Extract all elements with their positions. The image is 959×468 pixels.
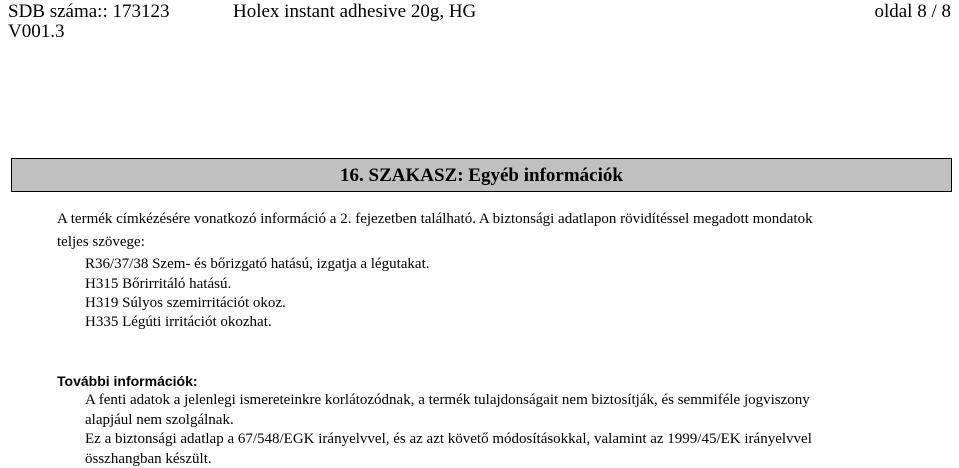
section-title: 16. SZAKASZ: Egyéb információk bbox=[340, 165, 623, 186]
product-name: Holex instant adhesive 20g, HG bbox=[233, 1, 477, 22]
h-phrase: H315 Bőrirritáló hatású. bbox=[85, 276, 232, 292]
sdb-number: SDB száma:: 173123 bbox=[8, 1, 170, 22]
further-para2-line1: Ez a biztonsági adatlap a 67/548/EGK irányelvvel, és az azt követő módosításokkal, valamint az 1999/45/EK irányelvvel bbox=[85, 431, 812, 447]
body-line-2: teljes szövege: bbox=[57, 234, 145, 250]
r-phrase: R36/37/38 Szem- és bőrizgató hatású, izgatja a légutakat. bbox=[85, 256, 430, 272]
h-phrase: H335 Légúti irritációt okozhat. bbox=[85, 314, 272, 330]
body-line-1: A termék címkézésére vonatkozó információ a 2. fejezetben található. A biztonsági adatlapon rövidítéssel megadott mondatok bbox=[57, 211, 813, 227]
further-para1-line1: A fenti adatok a jelenlegi ismereteinkre korlátozódnak, a termék tulajdonságait nem biztosítják, és semmiféle jogviszony bbox=[85, 392, 810, 408]
further-heading: További információk: bbox=[57, 373, 198, 389]
page-indicator: oldal 8 / 8 bbox=[874, 1, 951, 22]
section-heading-bar bbox=[11, 158, 952, 192]
further-para2-line2: összhangban készült. bbox=[85, 451, 212, 467]
version-number: V001.3 bbox=[8, 21, 65, 42]
further-para1-line2: alapjául nem szolgálnak. bbox=[85, 412, 234, 428]
h-phrase: H319 Súlyos szemirritációt okoz. bbox=[85, 295, 286, 311]
